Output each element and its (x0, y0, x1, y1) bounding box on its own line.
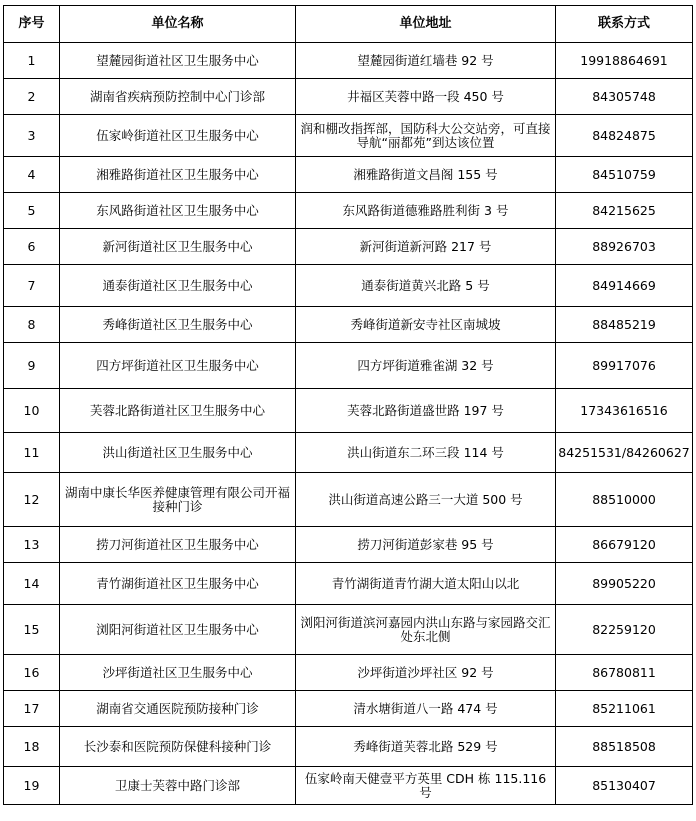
cell-no: 9 (4, 343, 60, 389)
cell-phone: 84305748 (556, 79, 693, 115)
cell-name: 青竹湖街道社区卫生服务中心 (60, 563, 296, 605)
cell-no: 17 (4, 691, 60, 727)
cell-phone: 84824875 (556, 115, 693, 157)
cell-no: 10 (4, 389, 60, 433)
cell-no: 14 (4, 563, 60, 605)
table-row (4, 473, 693, 527)
cell-address: 通泰街道黄兴北路 5 号 (296, 265, 556, 307)
cell-address: 望麓园街道红墙巷 92 号 (296, 43, 556, 79)
cell-name: 湘雅路街道社区卫生服务中心 (60, 157, 296, 193)
table-row (4, 527, 693, 563)
cell-phone: 84914669 (556, 265, 693, 307)
cell-no: 3 (4, 115, 60, 157)
cell-address: 东风路街道德雅路胜利街 3 号 (296, 193, 556, 229)
table-row (4, 343, 693, 389)
cell-phone: 19918864691 (556, 43, 693, 79)
cell-phone: 86679120 (556, 527, 693, 563)
vaccination-sites-table (3, 5, 693, 805)
table-row (4, 43, 693, 79)
header-name: 单位名称 (60, 6, 296, 43)
cell-name: 沙坪街道社区卫生服务中心 (60, 655, 296, 691)
cell-name: 长沙泰和医院预防保健科接种门诊 (60, 727, 296, 767)
cell-phone: 88485219 (556, 307, 693, 343)
cell-phone: 17343616516 (556, 389, 693, 433)
cell-no: 4 (4, 157, 60, 193)
table-row (4, 767, 693, 805)
cell-no: 12 (4, 473, 60, 527)
cell-name: 湖南省交通医院预防接种门诊 (60, 691, 296, 727)
cell-address: 湘雅路街道文昌阁 155 号 (296, 157, 556, 193)
cell-name: 通泰街道社区卫生服务中心 (60, 265, 296, 307)
table-row (4, 265, 693, 307)
cell-phone: 84215625 (556, 193, 693, 229)
cell-address: 捞刀河街道彭家巷 95 号 (296, 527, 556, 563)
cell-name: 秀峰街道社区卫生服务中心 (60, 307, 296, 343)
cell-phone: 89917076 (556, 343, 693, 389)
cell-phone: 84251531/84260627 (556, 433, 693, 473)
header-no: 序号 (4, 6, 60, 43)
cell-address: 四方坪街道雅雀湖 32 号 (296, 343, 556, 389)
table-row (4, 433, 693, 473)
cell-phone: 84510759 (556, 157, 693, 193)
header-row (4, 6, 693, 43)
cell-no: 16 (4, 655, 60, 691)
cell-address: 井福区芙蓉中路一段 450 号 (296, 79, 556, 115)
cell-address: 洪山街道高速公路三一大道 500 号 (296, 473, 556, 527)
cell-no: 7 (4, 265, 60, 307)
cell-address: 浏阳河街道滨河嘉园内洪山东路与家园路交汇处东北侧 (296, 605, 556, 655)
table-row (4, 157, 693, 193)
cell-phone: 85130407 (556, 767, 693, 805)
table-row (4, 79, 693, 115)
cell-no: 18 (4, 727, 60, 767)
cell-no: 8 (4, 307, 60, 343)
cell-phone: 86780811 (556, 655, 693, 691)
cell-address: 洪山街道东二环三段 114 号 (296, 433, 556, 473)
table-row (4, 229, 693, 265)
cell-name: 东风路街道社区卫生服务中心 (60, 193, 296, 229)
cell-no: 5 (4, 193, 60, 229)
table-row (4, 389, 693, 433)
cell-phone: 85211061 (556, 691, 693, 727)
cell-phone: 88926703 (556, 229, 693, 265)
cell-address: 秀峰街道芙蓉北路 529 号 (296, 727, 556, 767)
cell-name: 捞刀河街道社区卫生服务中心 (60, 527, 296, 563)
cell-phone: 89905220 (556, 563, 693, 605)
cell-phone: 88510000 (556, 473, 693, 527)
header-address: 单位地址 (296, 6, 556, 43)
table-body (4, 43, 693, 805)
table-row (4, 691, 693, 727)
cell-phone: 88518508 (556, 727, 693, 767)
cell-address: 秀峰街道新安寺社区南城坡 (296, 307, 556, 343)
cell-name: 洪山街道社区卫生服务中心 (60, 433, 296, 473)
cell-address: 清水塘街道八一路 474 号 (296, 691, 556, 727)
cell-address: 润和棚改指挥部，国防科大公交站旁，可直接导航“丽都苑”到达该位置 (296, 115, 556, 157)
cell-name: 浏阳河街道社区卫生服务中心 (60, 605, 296, 655)
cell-address: 新河街道新河路 217 号 (296, 229, 556, 265)
cell-address: 青竹湖街道青竹湖大道太阳山以北 (296, 563, 556, 605)
table-row (4, 727, 693, 767)
cell-name: 芙蓉北路街道社区卫生服务中心 (60, 389, 296, 433)
table-row (4, 655, 693, 691)
cell-name: 望麓园街道社区卫生服务中心 (60, 43, 296, 79)
table-row (4, 605, 693, 655)
cell-no: 13 (4, 527, 60, 563)
cell-name: 新河街道社区卫生服务中心 (60, 229, 296, 265)
table-row (4, 115, 693, 157)
cell-name: 湖南中康长华医养健康管理有限公司开福接种门诊 (60, 473, 296, 527)
cell-address: 芙蓉北路街道盛世路 197 号 (296, 389, 556, 433)
cell-no: 6 (4, 229, 60, 265)
cell-name: 四方坪街道社区卫生服务中心 (60, 343, 296, 389)
cell-phone: 82259120 (556, 605, 693, 655)
header-phone: 联系方式 (556, 6, 693, 43)
table-row (4, 307, 693, 343)
table-row (4, 193, 693, 229)
cell-no: 19 (4, 767, 60, 805)
cell-address: 伍家岭南天健壹平方英里 CDH 栋 115.116 号 (296, 767, 556, 805)
cell-name: 伍家岭街道社区卫生服务中心 (60, 115, 296, 157)
cell-no: 11 (4, 433, 60, 473)
cell-name: 湖南省疾病预防控制中心门诊部 (60, 79, 296, 115)
cell-no: 2 (4, 79, 60, 115)
cell-address: 沙坪街道沙坪社区 92 号 (296, 655, 556, 691)
cell-name: 卫康士芙蓉中路门诊部 (60, 767, 296, 805)
cell-no: 1 (4, 43, 60, 79)
table-row (4, 563, 693, 605)
cell-no: 15 (4, 605, 60, 655)
